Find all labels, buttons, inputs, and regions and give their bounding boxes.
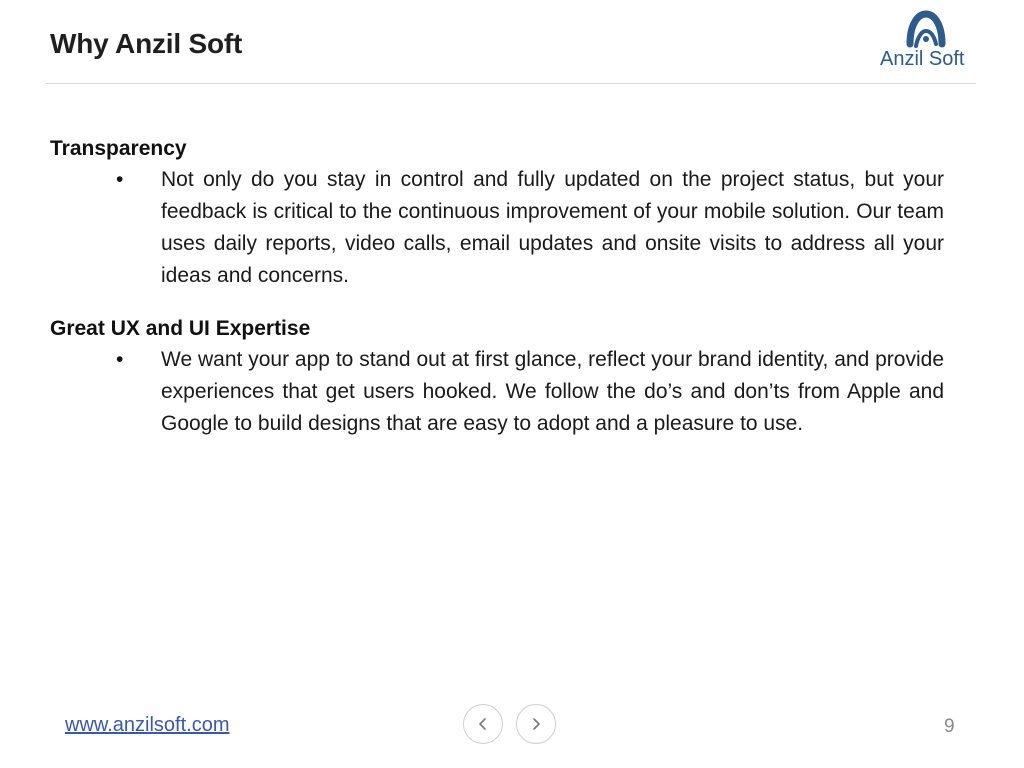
- section-heading: Great UX and UI Expertise: [50, 317, 311, 340]
- chevron-right-icon: [530, 716, 542, 732]
- slide-content: [50, 134, 950, 462]
- bullet-text: Not only do you stay in control and fully updated on the project status, but your feedback is critical to the continuous improvement of your mobile solution. Our team uses daily reports, video calls, email updates and onsite visits to address all your ideas and concerns.: [161, 168, 944, 287]
- bullet-icon: •: [116, 348, 124, 371]
- header-divider: [46, 83, 976, 84]
- bullet-item: [50, 164, 944, 292]
- bullet-icon: •: [116, 168, 124, 191]
- section-heading: Transparency: [50, 137, 187, 160]
- chevron-left-icon: [477, 716, 489, 732]
- bullet-item: [50, 344, 944, 440]
- previous-slide-button[interactable]: [463, 704, 503, 744]
- next-slide-button[interactable]: [516, 704, 556, 744]
- bullet-text: We want your app to stand out at first glance, reflect your brand identity, and provide experiences that get users hooked. We follow the do’s and don’ts from Apple and Google to build designs that are easy to adopt and a pleasure to use.: [161, 348, 944, 435]
- anzil-soft-logo-icon: [904, 10, 948, 50]
- page-number: 9: [944, 716, 955, 737]
- slide-title: Why Anzil Soft: [50, 28, 243, 59]
- section-transparency: [50, 134, 950, 292]
- company-logo: [876, 8, 976, 74]
- section-ux-ui-expertise: [50, 314, 950, 440]
- website-link[interactable]: www.anzilsoft.com: [65, 714, 230, 736]
- logo-text: Anzil Soft: [880, 48, 965, 70]
